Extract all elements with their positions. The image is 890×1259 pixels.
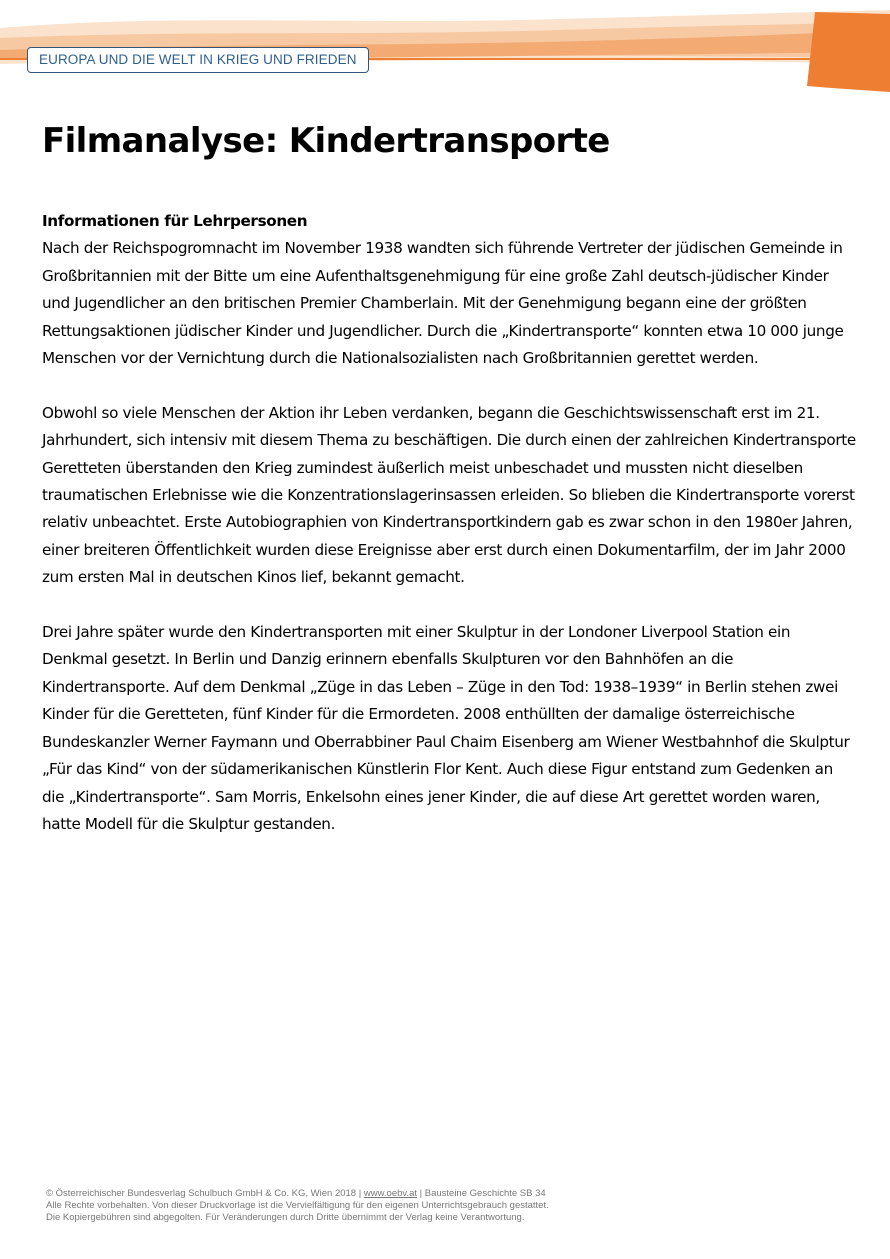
paragraph: Nach der Reichspogromnacht im November 1938 wandten sich führende Vertreter der jüdischen Gemeinde in Großbritannien mit der Bitte um eine Aufenthaltsgenehmigung für eine große Zahl deutsch-jüdischer Kinder und Jugendlicher an den britischen Premier Chamberlain. Mit der Genehmigung begann eine der größten Rettungsaktionen jüdischer Kinder und Jugendlicher. Durch die „Kindertransporte“ konnten etwa 10 000 junge Menschen vor der Vernichtung durch die Nationalsozialisten nach Großbritannien gerettet werden. [42,239,844,368]
paragraph: Obwohl so viele Menschen der Aktion ihr Leben verdanken, begann die Geschichtswissenschaft erst im 21. Jahrhundert, sich intensiv mit diesem Thema zu beschäftigen. Die durch einen der zahlreichen Kindertransporte Geretteten überstanden den Krieg zumindest äußerlich meist unbeschadet und mussten nicht dieselben traumatischen Erlebnisse wie die Konzentrationslagerinsassen erleiden. So blieben die Kindertransporte vorerst relativ unbeachtet. Erste Autobiographien von Kindertransportkindern gab es zwar schon in den 1980er Jahren, einer breiteren Öffentlichkeit wurden diese Ereignisse aber erst durch einen Dokumentarfilm, der im Jahr 2000 zum ersten Mal in deutschen Kinos lief, bekannt gemacht. [42,403,856,587]
copyright-text: © Österreichischer Bundesverlag Schulbuch GmbH & Co. KG, Wien 2018 | [46,1188,362,1199]
section-heading: Informationen für Lehrpersonen [42,212,308,230]
page-title: Filmanalyse: Kindertransporte [42,121,610,161]
footer-line-2: Alle Rechte vorbehalten. Von dieser Druckvorlage ist die Vervielfältigung für den eigenen Unterrichtsgebrauch gestattet. [46,1200,549,1211]
section-label: EUROPA UND DIE WELT IN KRIEG UND FRIEDEN [27,47,369,73]
footer-line-1 [46,1188,866,1200]
publisher-link[interactable]: www.oebv.at [363,1188,417,1199]
paragraph: Drei Jahre später wurde den Kindertransporten mit einer Skulptur in der Londoner Liverpool Station ein Denkmal gesetzt. In Berlin und Danzig erinnern ebenfalls Skulpturen vor den Bahnhöfen an die Kindertransporte. Auf dem Denkmal „Züge in das Leben – Züge in den Tod: 1938–1939“ in Berlin stehen zwei Kinder für die Geretteten, fünf Kinder für die Ermordeten. 2008 enthüllten der damalige österreichische Bundeskanzler Werner Faymann und Oberrabbiner Paul Chaim Eisenberg am Wiener Westbahnhof die Skulptur „Für das Kind“ von der südamerikanischen Künstlerin Flor Kent. Auch diese Figur entstand zum Gedenken an die „Kindertransporte“. Sam Morris, Enkelsohn eines jener Kinder, die auf diese Art gerettet worden waren, hatte Modell für die Skulptur gestanden. [42,623,850,833]
series-text: | Bausteine Geschichte SB 34 [419,1188,546,1199]
main-content [42,208,857,866]
footer [46,1188,866,1224]
footer-line-3: Die Kopiergebühren sind abgegolten. Für Veränderungen durch Dritte übernimmt der Verlag keine Verantwortung. [46,1212,525,1223]
